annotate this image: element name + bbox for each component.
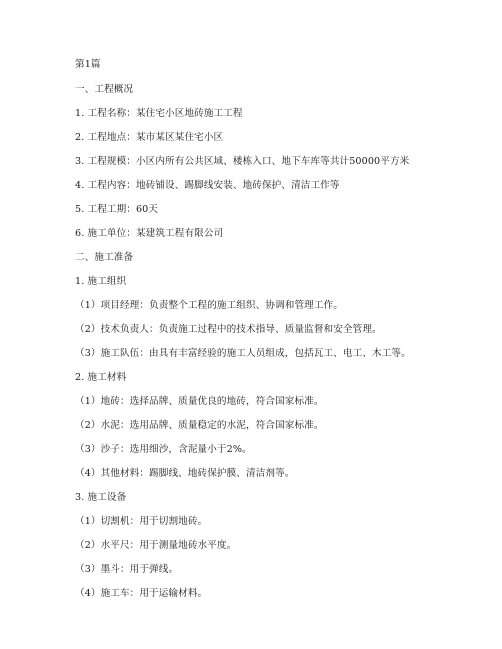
list-item: （2）水平尺：用于测量地砖水平度。	[75, 540, 237, 551]
list-item: 1. 工程名称：某住宅小区地砖施工工程	[75, 108, 243, 119]
page-heading: 第1篇	[75, 59, 101, 70]
list-item: （1）切割机：用于切割地砖。	[75, 516, 208, 527]
list-item: （1）项目经理：负责整个工程的施工组织、协调和管理工作。	[75, 300, 343, 311]
list-item: （4）其他材料：踢脚线、地砖保护膜、清洁剂等。	[75, 468, 295, 479]
list-item: （3）沙子：选用细沙，含泥量小于2%。	[75, 444, 252, 455]
section-heading: 二、施工准备	[75, 252, 134, 263]
list-item: （1）地砖：选择品牌、质量优良的地砖，符合国家标准。	[75, 396, 324, 407]
section-heading: 一、工程概况	[75, 84, 134, 95]
list-item: （4）施工车：用于运输材料。	[75, 588, 208, 599]
list-item: 3. 工程规模：小区内所有公共区域、楼栋入口、地下车库等共计50000平方米	[75, 156, 410, 167]
list-item: （3）施工队伍：由具有丰富经验的施工人员组成，包括瓦工、电工、木工等。	[75, 348, 411, 359]
list-item: 2. 工程地点：某市某区某住宅小区	[75, 132, 224, 143]
subsection-heading: 2. 施工材料	[75, 372, 127, 383]
list-item: 5. 工程工期：60天	[75, 204, 159, 215]
list-item: （3）墨斗：用于弹线。	[75, 564, 179, 575]
list-item: （2）技术负责人：负责施工过程中的技术指导、质量监督和安全管理。	[75, 324, 382, 335]
subsection-heading: 1. 施工组织	[75, 276, 127, 287]
subsection-heading: 3. 施工设备	[75, 492, 127, 503]
list-item: 4. 工程内容：地砖铺设、踢脚线安装、地砖保护、清洁工作等	[75, 180, 340, 191]
list-item: （2）水泥：选用品牌、质量稳定的水泥，符合国家标准。	[75, 420, 324, 431]
list-item: 6. 施工单位：某建筑工程有限公司	[75, 228, 224, 239]
